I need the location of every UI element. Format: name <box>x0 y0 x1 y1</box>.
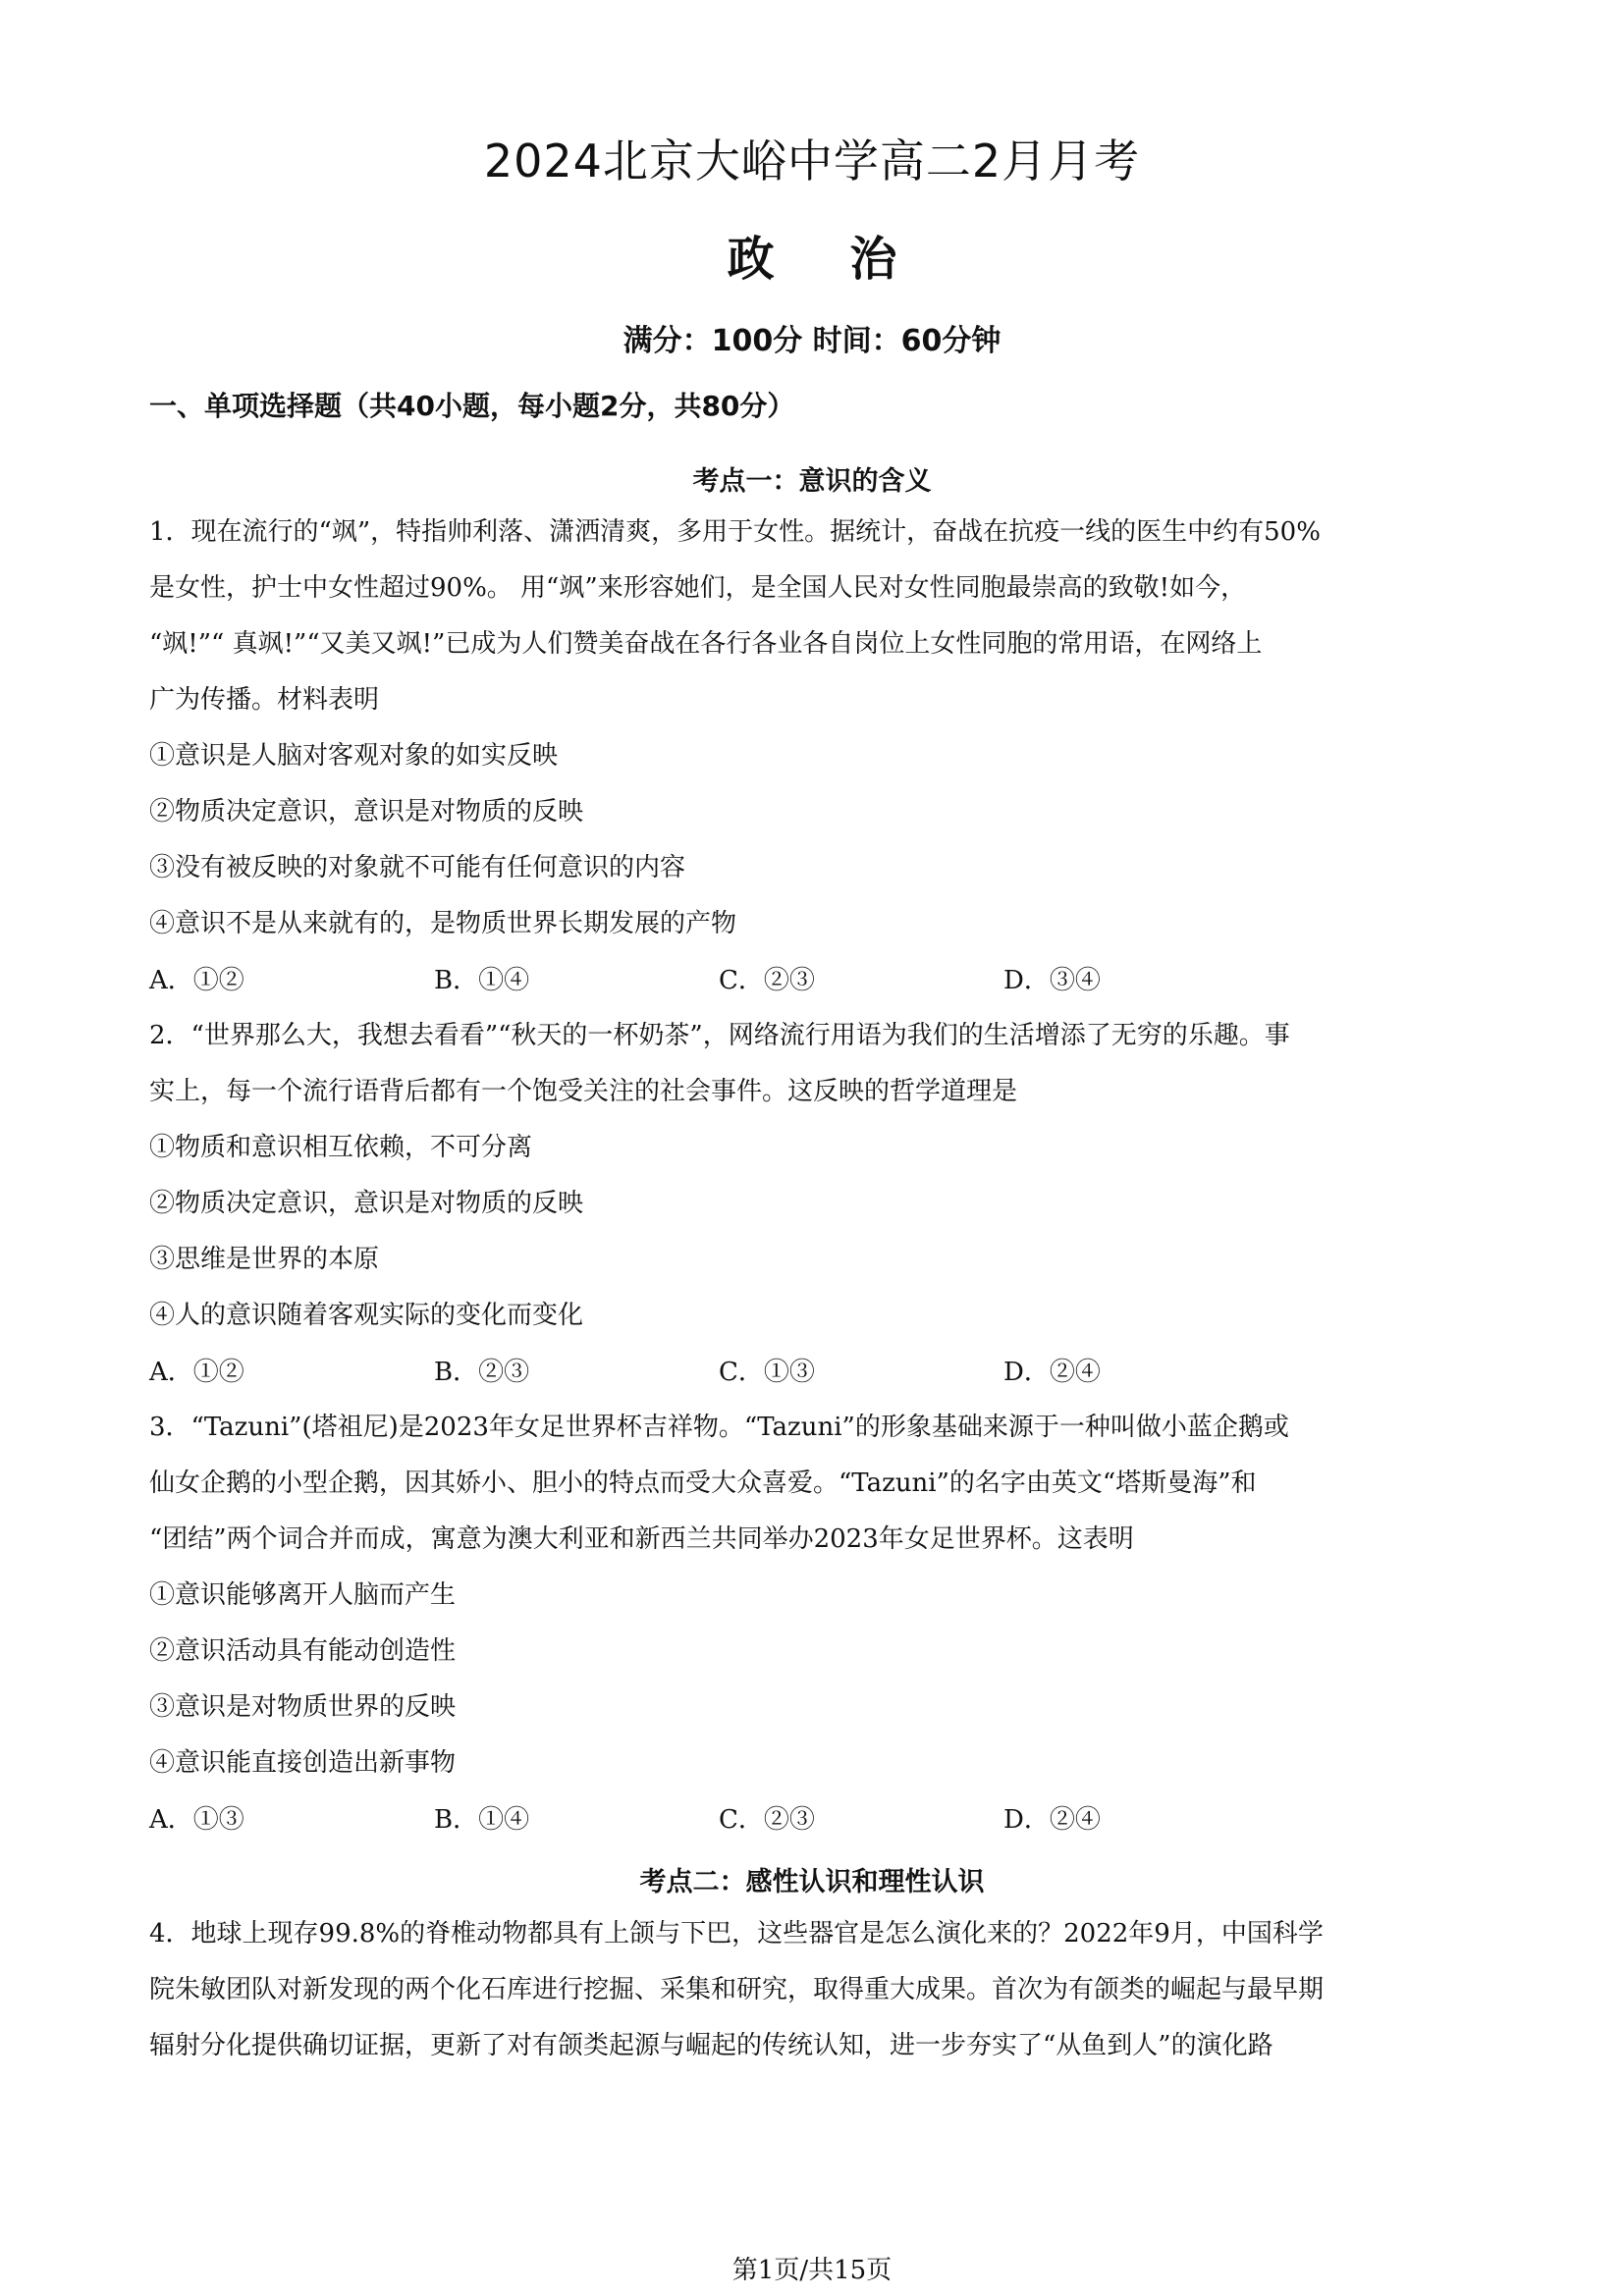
q4-line-3: 辐射分化提供确切证据，更新了对有颌类起源与崛起的传统认知，进一步夯实了“从鱼到人”的演化路 <box>149 2031 1273 2060</box>
q1-options <box>149 960 1475 999</box>
q1-line-3: “飒!”“ 真飒!”“又美又飒!”已成为人们赞美奋战在各行各业各自岗位上女性同胞的常用语，在网络上 <box>149 629 1263 659</box>
q4-line-2: 院朱敏团队对新发现的两个化石库进行挖掘、采集和研究，取得重大成果。首次为有颌类的崛起与最早期 <box>149 1975 1325 2004</box>
subject-title: 政 治 <box>727 232 897 287</box>
q1-option-a: A．①② <box>149 966 244 995</box>
q1-item-3: ③没有被反映的对象就不可能有任何意识的内容 <box>149 853 686 882</box>
q2-option-c: C．①③ <box>719 1358 815 1387</box>
q1-option-b: B．①④ <box>434 966 530 995</box>
q3-line-1: 3．“Tazuni”(塔祖尼)是2023年女足世界杯吉祥物。“Tazuni”的形象基础来源于一种叫做小蓝企鹅或 <box>149 1413 1289 1442</box>
q1-line-2: 是女性，护士中女性超过90%。 用“飒”来形容她们，是全国人民对女性同胞最崇高的致敬!如今， <box>149 573 1247 603</box>
q3-item-1: ①意识能够离开人脑而产生 <box>149 1580 457 1610</box>
q1-item-2: ②物质决定意识，意识是对物质的反映 <box>149 797 584 827</box>
q2-option-a: A．①② <box>149 1358 244 1387</box>
q3-options <box>149 1799 1475 1839</box>
section-heading: 一、单项选择题（共40小题，每小题2分，共80分） <box>149 390 795 422</box>
q2-item-4: ④人的意识随着客观实际的变化而变化 <box>149 1301 584 1330</box>
page-footer: 第1页/共15页 <box>731 2256 893 2285</box>
q3-option-b: B．①④ <box>434 1805 530 1835</box>
q2-line-2: 实上，每一个流行语背后都有一个饱受关注的社会事件。这反映的哲学道理是 <box>149 1077 1018 1106</box>
q3-item-3: ③意识是对物质世界的反映 <box>149 1692 457 1722</box>
q3-option-c: C．②③ <box>719 1805 815 1835</box>
q3-item-2: ②意识活动具有能动创造性 <box>149 1636 457 1666</box>
q1-option-d: D．③④ <box>1003 966 1101 995</box>
exam-title: 2024北京大峪中学高二2月月考 <box>483 134 1141 187</box>
topic-heading-1: 考点一：意识的含义 <box>692 466 932 497</box>
q3-option-d: D．②④ <box>1003 1805 1101 1835</box>
q3-option-a: A．①③ <box>149 1805 244 1835</box>
q2-option-b: B．②③ <box>434 1358 530 1387</box>
q1-option-c: C．②③ <box>719 966 815 995</box>
q1-item-1: ①意识是人脑对客观对象的如实反映 <box>149 741 559 771</box>
q2-item-3: ③思维是世界的本原 <box>149 1245 380 1274</box>
q1-line-1: 1．现在流行的“飒”，特指帅利落、潇洒清爽，多用于女性。据统计，奋战在抗疫一线的医生中约有50% <box>149 517 1321 547</box>
q4-line-1: 4．地球上现存99.8%的脊椎动物都具有上颌与下巴，这些器官是怎么演化来的？2022年9月，中国科学 <box>149 1919 1324 1949</box>
q2-options <box>149 1352 1475 1391</box>
q3-line-2: 仙女企鹅的小型企鹅，因其娇小、胆小的特点而受大众喜爱。“Tazuni”的名字由英文“塔斯曼海”和 <box>149 1468 1257 1498</box>
topic-heading-2: 考点二：感性认识和理性认识 <box>639 1867 985 1897</box>
q1-item-4: ④意识不是从来就有的，是物质世界长期发展的产物 <box>149 909 737 938</box>
q3-line-3: “团结”两个词合并而成，寓意为澳大利亚和新西兰共同举办2023年女足世界杯。这表明 <box>149 1524 1134 1554</box>
q2-option-d: D．②④ <box>1003 1358 1101 1387</box>
q2-item-2: ②物质决定意识，意识是对物质的反映 <box>149 1189 584 1218</box>
q2-line-1: 2．“世界那么大，我想去看看”“秋天的一杯奶茶”，网络流行用语为我们的生活增添了无穷的乐趣。事 <box>149 1021 1290 1050</box>
exam-meta: 满分：100分 时间：60分钟 <box>623 324 1001 358</box>
q2-item-1: ①物质和意识相互依赖，不可分离 <box>149 1133 533 1162</box>
q1-line-4: 广为传播。材料表明 <box>149 685 380 715</box>
q3-item-4: ④意识能直接创造出新事物 <box>149 1748 457 1778</box>
